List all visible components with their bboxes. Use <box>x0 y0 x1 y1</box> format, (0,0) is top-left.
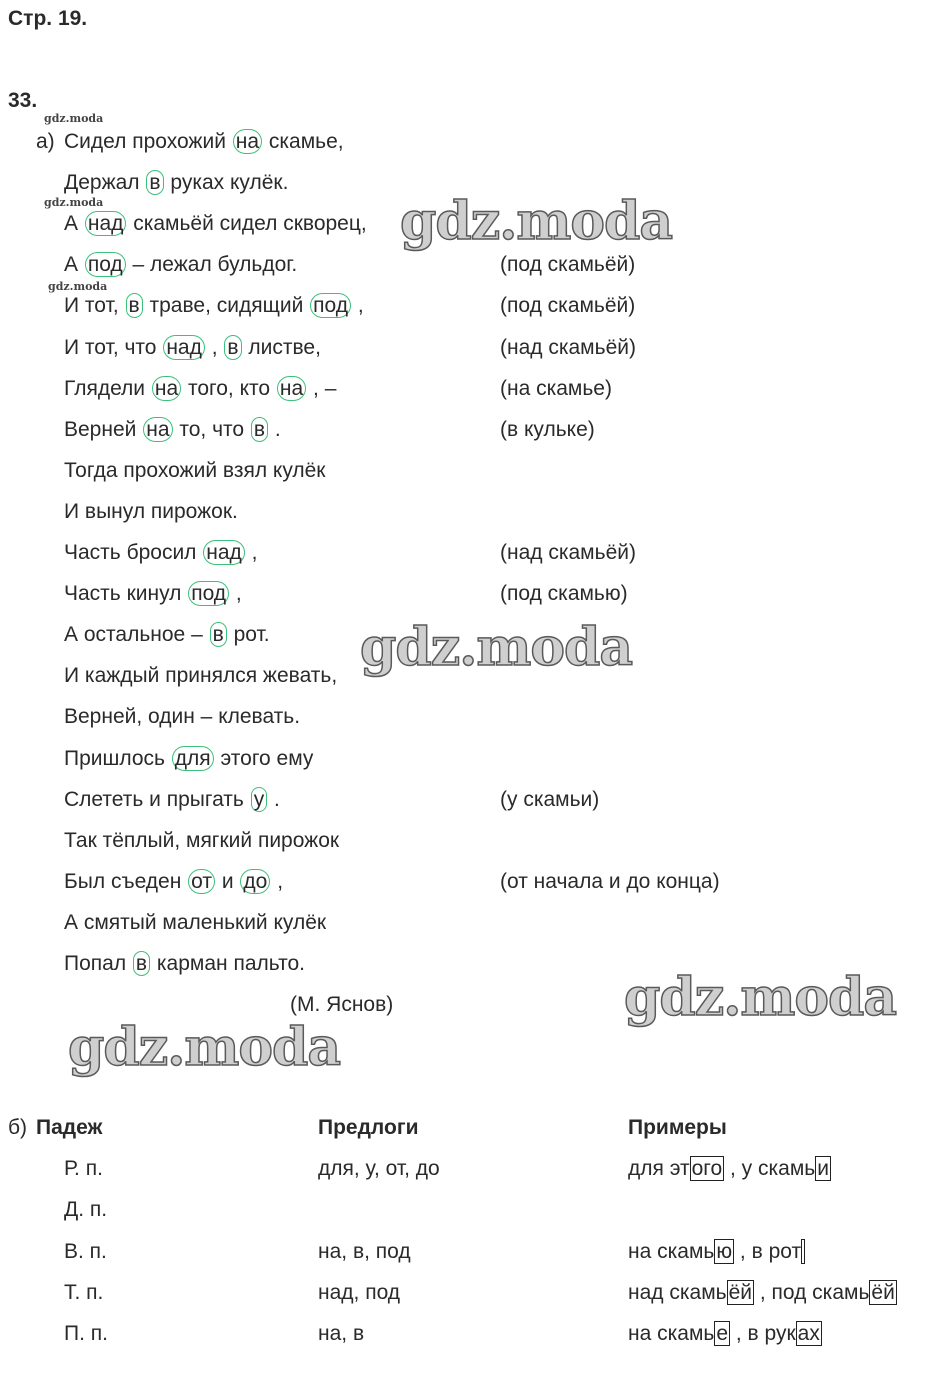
text-segment: на скамь <box>628 1239 715 1263</box>
circled-preposition: над <box>203 540 245 565</box>
text-segment: , в рот <box>734 1239 802 1263</box>
text-segment: . <box>268 787 280 811</box>
poem-line <box>64 704 300 730</box>
circled-preposition: в <box>133 951 150 976</box>
circled-preposition: в <box>224 335 241 360</box>
circled-preposition: в <box>146 170 163 195</box>
text-segment: траве, сидящий <box>143 294 310 318</box>
text-segment: рот. <box>227 623 270 647</box>
poem-note: (над скамьёй) <box>500 541 636 564</box>
text-segment: А смятый маленький кулёк <box>64 910 327 934</box>
text-segment: и <box>216 869 240 893</box>
poem-note: (у скамьи) <box>500 787 600 811</box>
text-segment: скамьёй сидел скворец, <box>127 212 367 236</box>
text-segment: Верней <box>64 417 143 441</box>
text-segment: . <box>269 417 281 441</box>
poem-line <box>64 376 336 402</box>
text-segment: , <box>230 582 242 606</box>
text-segment: руках кулёк. <box>164 171 289 195</box>
text-segment: Был съеден <box>64 869 188 893</box>
text-segment: на скамь <box>628 1322 715 1346</box>
poem-note: (от начала и до конца) <box>500 869 720 893</box>
case-prepositions: для, у, от, до <box>318 1157 440 1180</box>
case-name: Д. п. <box>64 1198 108 1222</box>
text-segment: Верней, один – клевать. <box>64 705 301 729</box>
text-segment: А <box>64 212 84 236</box>
poem-line <box>64 663 337 689</box>
case-name: В. п. <box>64 1239 107 1263</box>
part-b-label: б) <box>8 1116 28 1139</box>
text-segment: , под скамь <box>754 1280 870 1304</box>
poem-line <box>64 622 270 648</box>
poem-line <box>64 335 321 361</box>
page-number: Стр. 19. <box>8 7 88 30</box>
poem-line <box>64 129 344 155</box>
poem-author: (М. Яснов) <box>290 993 394 1016</box>
circled-preposition: для <box>172 746 214 771</box>
text-segment: , – <box>307 376 337 400</box>
case-examples <box>628 1321 822 1347</box>
poem-note: (в кульке) <box>500 417 595 441</box>
circled-preposition: на <box>152 376 181 401</box>
part-a-label: а) <box>36 130 55 153</box>
text-segment: Так тёплый, мягкий пирожок <box>64 828 340 852</box>
boxed-ending: е <box>716 1322 729 1346</box>
poem-note: (под скамьёй) <box>500 253 636 277</box>
watermark-small: gdz.moda <box>48 280 108 293</box>
text-segment: скамье, <box>263 130 344 153</box>
text-segment: этого ему <box>214 746 314 770</box>
boxed-ending: ого <box>691 1157 723 1180</box>
circled-preposition: у <box>251 787 268 812</box>
poem-line <box>64 211 367 237</box>
circled-preposition: в <box>251 417 268 442</box>
poem-line <box>64 910 326 936</box>
case-name: Т. п. <box>64 1280 104 1304</box>
circled-preposition: под <box>310 293 351 318</box>
watermark: gdz.moda <box>400 191 673 252</box>
circled-preposition: над <box>163 335 205 360</box>
circled-preposition: на <box>233 129 262 154</box>
text-segment: листве, <box>242 335 321 359</box>
watermark-small: gdz.moda <box>44 112 104 125</box>
case-prepositions: на, в, под <box>318 1239 411 1263</box>
circled-preposition: в <box>126 293 143 318</box>
text-segment: того, кто <box>182 376 276 400</box>
watermark-small: gdz.moda <box>44 196 104 209</box>
case-prepositions: на, в <box>318 1322 365 1346</box>
poem-line <box>64 869 283 895</box>
poem-line <box>64 252 297 278</box>
poem-line <box>64 581 242 607</box>
case-examples <box>628 1239 805 1265</box>
poem-note: (под скамьёй) <box>500 294 636 318</box>
text-segment: , <box>271 869 284 893</box>
case-name: Р. п. <box>64 1157 103 1180</box>
text-segment: , в рук <box>730 1322 796 1346</box>
circled-preposition: над <box>85 211 127 236</box>
circled-preposition: на <box>277 376 306 401</box>
text-segment: Часть бросил <box>64 541 203 564</box>
poem-line <box>64 170 288 196</box>
boxed-ending: и <box>817 1157 829 1180</box>
poem-line <box>64 951 305 977</box>
text-segment: Пришлось <box>64 746 171 770</box>
text-segment: И вынул пирожок. <box>64 499 238 523</box>
text-segment: Попал <box>64 952 132 975</box>
case-name: П. п. <box>64 1322 108 1346</box>
boxed-ending: ах <box>797 1322 820 1346</box>
text-segment: Сидел прохожий <box>64 130 232 153</box>
circled-preposition: под <box>188 581 229 606</box>
poem-line <box>64 746 313 772</box>
text-segment: , у скамь <box>724 1157 816 1180</box>
watermark: gdz.moda <box>68 1017 341 1078</box>
header-examples: Примеры <box>628 1116 727 1139</box>
boxed-ending: ёй <box>728 1280 752 1304</box>
case-examples <box>628 1280 897 1306</box>
poem-note: (над скамьёй) <box>500 335 636 359</box>
poem-line <box>64 458 326 484</box>
circled-preposition: на <box>143 417 172 442</box>
poem-note: (под скамью) <box>500 582 628 606</box>
poem-line <box>64 828 339 854</box>
text-segment: карман пальто. <box>151 952 305 975</box>
poem-note: (на скамье) <box>500 376 612 400</box>
text-segment: Глядели <box>64 376 151 400</box>
circled-preposition: до <box>240 869 270 894</box>
watermark: gdz.moda <box>360 617 633 678</box>
case-prepositions: над, под <box>318 1280 401 1304</box>
poem-line <box>64 293 364 319</box>
poem-line <box>64 417 281 443</box>
boxed-ending <box>801 1239 805 1264</box>
boxed-ending: ёй <box>871 1280 895 1304</box>
text-segment: Держал <box>64 171 146 195</box>
text-segment: – лежал бульдог. <box>126 253 298 277</box>
header-prepositions: Предлоги <box>318 1116 419 1139</box>
text-segment: А <box>64 253 84 277</box>
text-segment: для эт <box>628 1157 690 1180</box>
poem-line <box>64 787 280 813</box>
text-segment: Слететь и прыгать <box>64 787 250 811</box>
header-case: Падеж <box>36 1116 103 1139</box>
text-segment: Тогда прохожий взял кулёк <box>64 458 326 482</box>
watermark: gdz.moda <box>624 967 897 1028</box>
poem-line <box>64 540 257 566</box>
text-segment: то, что <box>173 417 250 441</box>
text-segment: над скамь <box>628 1280 727 1304</box>
text-segment: , <box>352 294 364 318</box>
text-segment: , <box>245 541 258 564</box>
text-segment: , <box>205 335 224 359</box>
text-segment: Часть кинул <box>64 582 188 606</box>
poem-line <box>64 499 238 525</box>
circled-preposition: в <box>210 622 227 647</box>
boxed-ending: ю <box>716 1239 733 1263</box>
circled-preposition: от <box>188 869 215 894</box>
text-segment: И каждый принялся жевать, <box>64 664 338 688</box>
case-examples <box>628 1156 831 1182</box>
text-segment: А остальное – <box>64 623 209 647</box>
text-segment: И тот, что <box>64 335 163 359</box>
task-number: 33. <box>8 89 38 112</box>
text-segment: И тот, <box>64 294 125 318</box>
circled-preposition: под <box>85 252 126 277</box>
